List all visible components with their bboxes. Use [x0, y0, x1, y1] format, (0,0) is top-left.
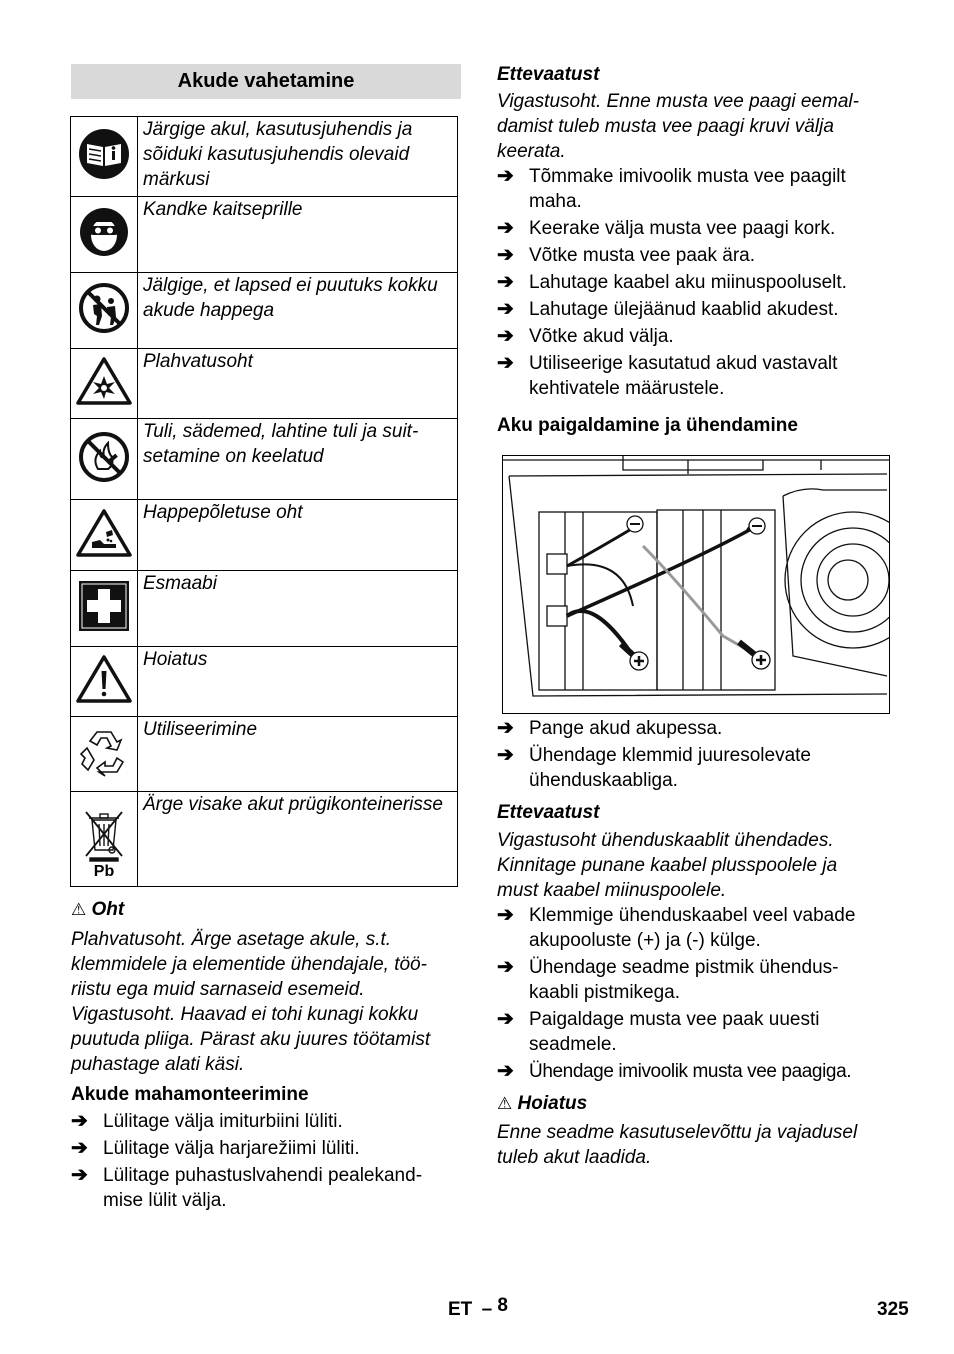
danger-label: Oht — [91, 899, 125, 920]
list-item: ➔ Keerake välja musta vee paagi kork. — [497, 217, 836, 239]
text-line: Vigastusoht. Haavad ei tohi kunagi kokku — [71, 1004, 419, 1025]
symbol-text: Esmaabi — [138, 571, 458, 647]
text-line: klemmidele ja elementide ühendajale, töö- — [71, 954, 427, 975]
text-line: Plahvatusoht. Ärge asetage akule, s.t. — [71, 929, 392, 950]
install-heading: Aku paigaldamine ja ühendamine — [497, 415, 798, 436]
list-item: ➔ Lülitage välja imiturbiini lüliti. — [71, 1110, 343, 1132]
table-row — [71, 717, 458, 792]
caution-heading: Ettevaatust — [497, 64, 600, 85]
caution-text — [497, 828, 897, 903]
arrow-icon: ➔ — [71, 1137, 88, 1159]
recycling-icon — [71, 717, 138, 792]
connection-steps — [497, 903, 907, 1086]
page-number: 325 — [877, 1299, 909, 1320]
table-row — [71, 197, 458, 273]
text-line: puhastage alati käsi. — [71, 1054, 245, 1075]
arrow-icon: ➔ — [497, 956, 514, 978]
text-line: Vigastusoht ühenduskaablit ühendades. — [497, 830, 834, 851]
arrow-icon: ➔ — [497, 244, 514, 266]
list-item: ➔ Lülitage puhastuslvahendi pealekand- mise lülit välja. — [71, 1164, 423, 1211]
section-page-number: 8 — [497, 1295, 508, 1316]
warning-text — [497, 1120, 897, 1170]
arrow-icon: ➔ — [497, 271, 514, 293]
list-item: ➔ Ühendage seadme pistmik ühendus- kaabli pistmikega. — [497, 956, 839, 1003]
warning-heading — [497, 1091, 587, 1116]
text-line: Enne seadme kasutuselevõttu ja vajadusel — [497, 1122, 858, 1143]
arrow-icon: ➔ — [497, 1008, 514, 1030]
table-row — [71, 117, 458, 197]
table-row — [71, 419, 458, 500]
caution-text — [497, 89, 897, 164]
symbol-text: Plahvatusoht — [138, 349, 458, 419]
symbol-text: Jälgige, et lapsed ei puutuks kokku akude happega — [138, 273, 458, 349]
table-row — [71, 349, 458, 419]
list-item: ➔ Lahutage ülejäänud kaablid akudest. — [497, 298, 839, 320]
no-children-icon — [71, 273, 138, 349]
table-row — [71, 273, 458, 349]
text-line: riistu ega muid sarnaseid esemeid. — [71, 979, 365, 1000]
arrow-icon: ➔ — [497, 165, 514, 187]
explosion-warning-icon — [71, 349, 138, 419]
arrow-icon: ➔ — [497, 217, 514, 239]
book-info-icon — [71, 117, 138, 197]
table-row — [71, 500, 458, 571]
text-line: keerata. — [497, 141, 566, 162]
table-row — [71, 571, 458, 647]
list-item: ➔ Võtke musta vee paak ära. — [497, 244, 756, 266]
arrow-icon: ➔ — [497, 298, 514, 320]
arrow-icon: ➔ — [71, 1164, 88, 1186]
safety-goggles-icon — [71, 197, 138, 273]
text-line: tuleb akut laadida. — [497, 1147, 652, 1168]
symbol-text: Järgige akul, kasutusjuhendis ja sõiduki kasutusjuhendis olevaid märkusi — [138, 117, 458, 197]
section-title: Akude vahetamine — [71, 64, 461, 99]
arrow-icon: ➔ — [497, 717, 514, 739]
no-fire-smoking-icon — [71, 419, 138, 500]
list-item: ➔ Tõmmake imivoolik musta vee paagilt maha. — [497, 165, 846, 212]
table-row — [71, 647, 458, 717]
removal-steps-continued — [497, 164, 907, 403]
danger-text — [71, 927, 461, 1077]
list-item: ➔ Lülitage välja harjarežiimi lüliti. — [71, 1137, 360, 1159]
danger-heading — [71, 897, 124, 922]
removal-steps — [71, 1109, 466, 1215]
no-bin-disposal-icon — [71, 792, 138, 887]
list-item: ➔ Pange akud akupessa. — [497, 717, 723, 739]
symbol-text: Hoiatus — [138, 647, 458, 717]
arrow-icon: ➔ — [71, 1110, 88, 1132]
list-item: ➔ Klemmige ühenduskaabel veel vabade akupooluste (+) ja (-) külge. — [497, 904, 856, 951]
caution-heading: Ettevaatust — [497, 802, 600, 823]
symbol-text: Ärge visake akut prügikonteinerisse — [138, 792, 458, 887]
text-line: puutuda pliiga. Pärast aku juures töötamist — [71, 1029, 431, 1050]
symbol-text: Tuli, sädemed, lahtine tuli ja suit-setamine on keelatud — [138, 419, 458, 500]
footer-section — [448, 1295, 508, 1322]
lead-label: Pb — [93, 863, 115, 880]
arrow-icon: ➔ — [497, 352, 514, 374]
list-item: ➔ Ühendage imivoolik musta vee paagiga. — [497, 1060, 852, 1082]
arrow-icon: ➔ — [497, 744, 514, 766]
symbol-text: Utiliseerimine — [138, 717, 458, 792]
first-aid-icon — [71, 571, 138, 647]
removal-heading: Akude mahamonteerimine — [71, 1084, 309, 1105]
symbol-text: Kandke kaitseprille — [138, 197, 458, 273]
arrow-icon: ➔ — [497, 904, 514, 926]
arrow-icon: ➔ — [497, 1060, 514, 1082]
warning-icon — [71, 647, 138, 717]
arrow-icon: ➔ — [497, 325, 514, 347]
warning-label: Hoiatus — [517, 1093, 588, 1114]
text-line: damist tuleb musta vee paagi kruvi välja — [497, 116, 834, 137]
list-item: ➔ Paigaldage musta vee paak uuesti seadmele. — [497, 1008, 820, 1055]
text-line: must kaabel miinuspoolele. — [497, 880, 727, 901]
list-item: ➔ Võtke akud välja. — [497, 325, 674, 347]
language-code: ET — [448, 1299, 473, 1320]
warning-icon: ⚠ — [497, 1094, 513, 1113]
symbol-text: Happepõletuse oht — [138, 500, 458, 571]
table-row — [71, 792, 458, 887]
list-item: ➔ Lahutage kaabel aku miinuspooluselt. — [497, 271, 847, 293]
text-line: Kinnitage punane kaabel plusspoolele ja — [497, 855, 838, 876]
acid-burn-warning-icon — [71, 500, 138, 571]
text-line: Vigastusoht. Enne musta vee paagi eemal- — [497, 91, 859, 112]
separator: – — [481, 1299, 493, 1320]
warning-icon: ⚠ — [71, 900, 87, 919]
safety-symbol-table — [70, 116, 458, 887]
install-steps — [497, 716, 907, 795]
list-item: ➔ Ühendage klemmid juuresolevate ühenduskaabliga. — [497, 744, 811, 791]
battery-illustration — [502, 455, 890, 714]
list-item: ➔ Utiliseerige kasutatud akud vastavalt kehtivatele määrustele. — [497, 352, 838, 399]
